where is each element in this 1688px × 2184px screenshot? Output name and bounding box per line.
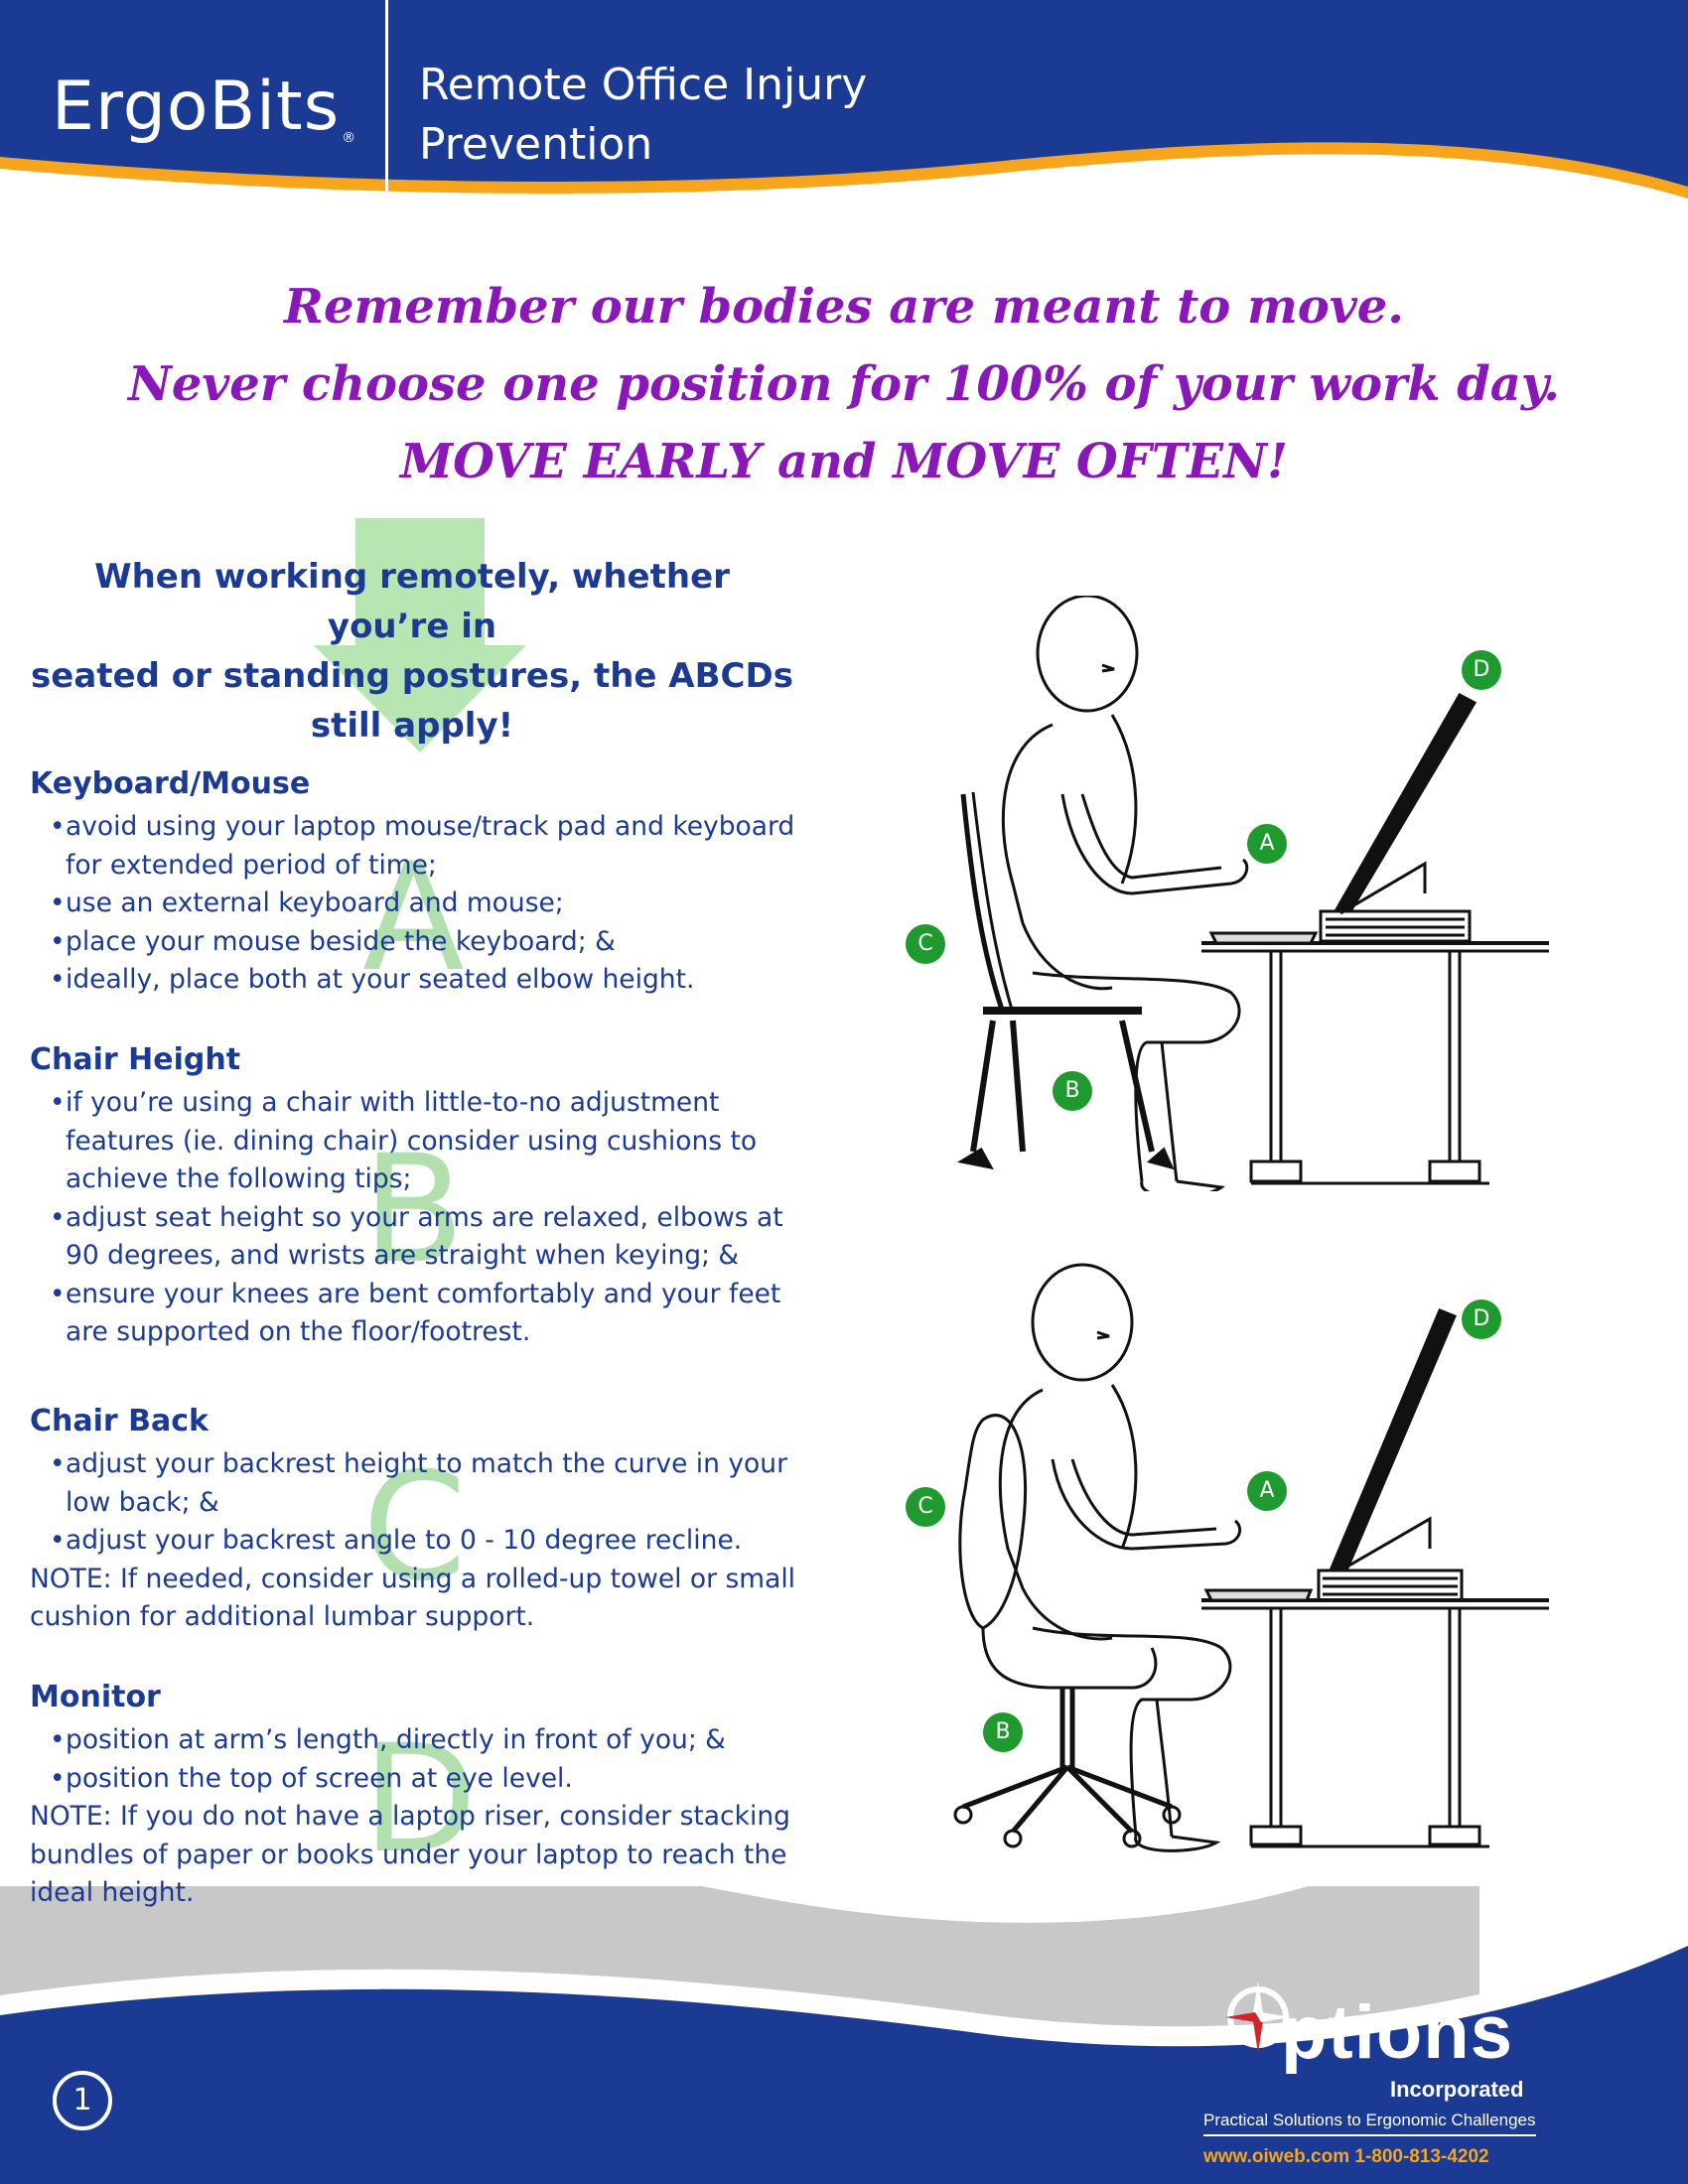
seated-office-chair-illustration (874, 1251, 1589, 1856)
list-item: • place your mouse beside the keyboard; & (30, 923, 824, 962)
section-chair-height (30, 1040, 824, 1352)
header-divider (385, 0, 388, 224)
list-item: • adjust your backrest height to match the curve in your low back; & (30, 1445, 814, 1522)
section-heading: Keyboard/Mouse (30, 766, 311, 801)
section-monitor (30, 1678, 824, 1913)
section-letter-a: A (362, 832, 465, 1005)
note-text: NOTE: If needed, consider using a rolled-up towel or small cushion for additional lumbar support. (30, 1563, 796, 1632)
logo-subtitle: Incorporated (1390, 2077, 1524, 2102)
marker-c: C (906, 1487, 945, 1527)
section-letter-b: B (362, 1124, 465, 1297)
bullet-list (30, 808, 824, 1000)
list-item: • if you’re using a chair with little-to-no adjustment features (ie. dining chair) consider using cushions to achieve the following tips; (30, 1084, 814, 1199)
list-item: • ideally, place both at your seated elbow height. (30, 961, 824, 1000)
list-item: • adjust your backrest angle to 0 - 10 degree recline. (30, 1522, 824, 1561)
brand-logo: ErgoBits ® (52, 68, 357, 146)
options-logo: ptions (1281, 1990, 1513, 2075)
slogan-line-1: Remember our bodies are meant to move. (284, 279, 1404, 335)
slogan-line-2: Never choose one position for 100% of your work day. (127, 356, 1560, 412)
marker-a: A (1247, 824, 1287, 864)
list-item: • ensure your knees are bent comfortably and your feet are supported on the floor/footrest. (30, 1276, 814, 1352)
marker-b: B (983, 1712, 1023, 1752)
page-number: 1 (53, 2071, 112, 2130)
section-chair-back (30, 1402, 824, 1637)
section-letter-c: C (362, 1441, 467, 1614)
note-text: NOTE: If you do not have a laptop riser, consider stacking bundles of paper or books under your laptop to reach the ideal height. (30, 1801, 790, 1908)
section-heading: Monitor (30, 1680, 161, 1714)
slogan-line-3: MOVE EARLY and MOVE OFTEN! (399, 434, 1289, 489)
section-keyboard-mouse (30, 764, 824, 1005)
marker-d: D (1462, 1299, 1501, 1339)
list-item: • position the top of screen at eye level. (30, 1760, 824, 1799)
list-item: • position at arm’s length, directly in front of you; & (30, 1721, 824, 1760)
section-letter-d: D (362, 1713, 478, 1886)
slogan (0, 268, 1688, 500)
marker-d: D (1462, 650, 1501, 690)
contact-info: www.oiweb.com 1-800-813-4202 (1203, 2146, 1489, 2167)
bullet-list (30, 1445, 824, 1561)
list-item: • use an external keyboard and mouse; (30, 885, 824, 923)
page-title: Remote Office Injury Prevention (419, 60, 868, 170)
bullet-list (30, 1084, 824, 1352)
tagline: Practical Solutions to Ergonomic Challenges (1203, 2111, 1536, 2136)
marker-c: C (906, 924, 945, 964)
list-item: • adjust seat height so your arms are relaxed, elbows at 90 degrees, and wrists are straight when keying; & (30, 1199, 814, 1276)
marker-b: B (1053, 1071, 1092, 1111)
list-item: • avoid using your laptop mouse/track pad and keyboard for extended period of time; (30, 808, 814, 885)
section-heading: Chair Back (30, 1404, 209, 1438)
bullet-list (30, 1721, 824, 1798)
header-banner (0, 0, 1688, 228)
intro-text: When working remotely, whether you’re in seated or standing postures, the ABCDs still apply! (31, 557, 793, 746)
section-heading: Chair Height (30, 1042, 241, 1077)
marker-a: A (1247, 1471, 1287, 1511)
